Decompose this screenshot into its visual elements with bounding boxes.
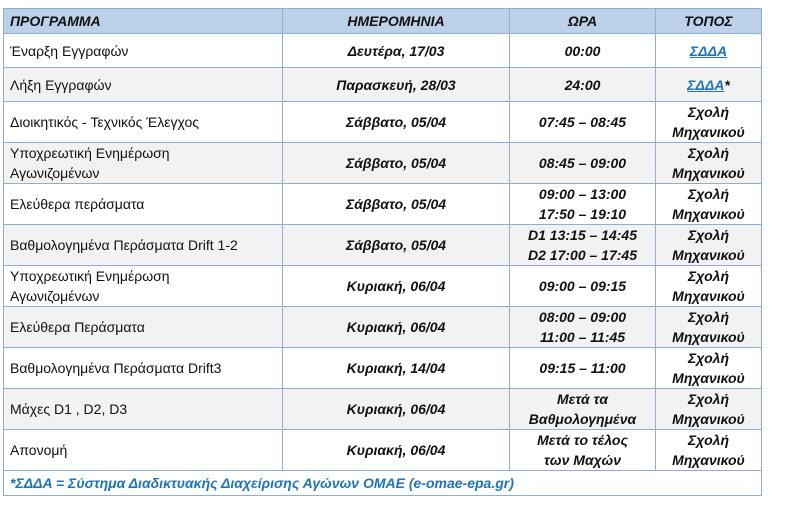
program-name: Υποχρεωτική Ενημέρωση [10, 268, 170, 284]
program-name: Αγωνιζομένων [10, 165, 100, 181]
program-name: Διοικητικός - Τεχνικός Έλεγχος [10, 114, 200, 130]
event-time: 17:50 – 19:10 [538, 206, 627, 222]
event-time: 09:15 – 11:00 [539, 360, 626, 376]
place-line: Μηχανικού [672, 247, 745, 263]
program-name: Ελεύθερα Περάσματα [10, 319, 145, 335]
schedule-table [3, 8, 762, 496]
program-name: Υποχρεωτική Ενημέρωση [10, 145, 170, 161]
program-name: Ελεύθερα περάσματα [10, 196, 145, 212]
table-row [4, 184, 762, 225]
table-row [4, 143, 762, 184]
program-name: Βαθμολογημένα Περάσματα Drift 1-2 [10, 237, 238, 253]
event-date: Κυριακή, 14/04 [283, 348, 510, 389]
event-date: Κυριακή, 06/04 [283, 266, 510, 307]
header-row [4, 9, 762, 34]
footnote-row [4, 471, 762, 496]
program-name: Αγωνιζομένων [10, 288, 100, 304]
event-time: Μετά το τέλος [537, 432, 628, 448]
event-time: 11:00 – 11:45 [539, 329, 626, 345]
place-line: Σχολή [687, 432, 730, 448]
place-line: Σχολή [687, 309, 730, 325]
program-name: Έναρξη Εγγραφών [10, 42, 129, 59]
table-row [4, 389, 762, 430]
header-date: ΗΜΕΡΟΜΗΝΙΑ [283, 9, 510, 34]
header-place: ΤΟΠΟΣ [656, 9, 762, 34]
table-row [4, 102, 762, 143]
event-time: Μετά τα [556, 391, 609, 407]
event-time: των Μαχών [544, 452, 621, 468]
event-date: Σάββατο, 05/04 [283, 225, 510, 266]
event-date: Σάββατο, 05/04 [283, 143, 510, 184]
table-row [4, 348, 762, 389]
event-time: 08:45 – 09:00 [538, 155, 627, 171]
place-line: Μηχανικού [672, 206, 745, 222]
event-date: Δευτέρα, 17/03 [283, 34, 510, 68]
event-time: 09:00 – 13:00 [538, 186, 627, 202]
place-line: Σχολή [687, 145, 730, 161]
event-time: 09:00 – 09:15 [538, 278, 627, 294]
sdda-link[interactable]: ΣΔΔΑ [687, 76, 725, 93]
program-name: Λήξη Εγγραφών [10, 76, 112, 93]
event-time: D1 13:15 – 14:45 [528, 227, 637, 243]
event-time: 24:00 [564, 76, 601, 93]
event-time: 08:00 – 09:00 [538, 309, 627, 325]
place-line: Σχολή [687, 227, 730, 243]
event-date: Κυριακή, 06/04 [283, 389, 510, 430]
program-name: Βαθμολογημένα Περάσματα Drift3 [10, 360, 222, 376]
table-row [4, 225, 762, 266]
footnote-marker: * [724, 76, 730, 93]
program-name: Μάχες D1 , D2, D3 [10, 401, 128, 417]
event-time: Βαθμολογημένα [528, 411, 637, 427]
place-line: Σχολή [687, 350, 730, 366]
footnote: *ΣΔΔΑ = Σύστημα Διαδικτυακής Διαχείρισης Αγώνων ΟΜΑΕ (e-omae-epa.gr) [4, 471, 762, 496]
place-line: Μηχανικού [672, 288, 745, 304]
place-line: Μηχανικού [672, 165, 745, 181]
event-date: Σάββατο, 05/04 [283, 102, 510, 143]
program-name: Απονομή [10, 442, 68, 458]
event-date: Σάββατο, 05/04 [283, 184, 510, 225]
sdda-link[interactable]: ΣΔΔΑ [689, 42, 728, 59]
event-date: Παρασκευή, 28/03 [283, 68, 510, 102]
event-time: 00:00 [564, 42, 601, 59]
place-line: Μηχανικού [672, 411, 745, 427]
place-line: Μηχανικού [672, 452, 745, 468]
place-line: Μηχανικού [672, 370, 745, 386]
header-time: ΩΡΑ [510, 9, 656, 34]
event-time: 07:45 – 08:45 [538, 114, 627, 130]
header-program: ΠΡΟΓΡΑΜΜΑ [4, 9, 283, 34]
event-date: Κυριακή, 06/04 [283, 430, 510, 471]
place-line: Σχολή [687, 104, 730, 120]
table-row [4, 307, 762, 348]
table-row [4, 34, 762, 68]
place-line: Σχολή [687, 391, 730, 407]
place-line: Μηχανικού [672, 124, 745, 140]
place-line: Μηχανικού [672, 329, 745, 345]
place-line: Σχολή [687, 268, 730, 284]
table-row [4, 430, 762, 471]
table-row [4, 266, 762, 307]
table-row [4, 68, 762, 102]
event-date: Κυριακή, 06/04 [283, 307, 510, 348]
event-time: D2 17:00 – 17:45 [528, 247, 637, 263]
place-line: Σχολή [687, 186, 730, 202]
